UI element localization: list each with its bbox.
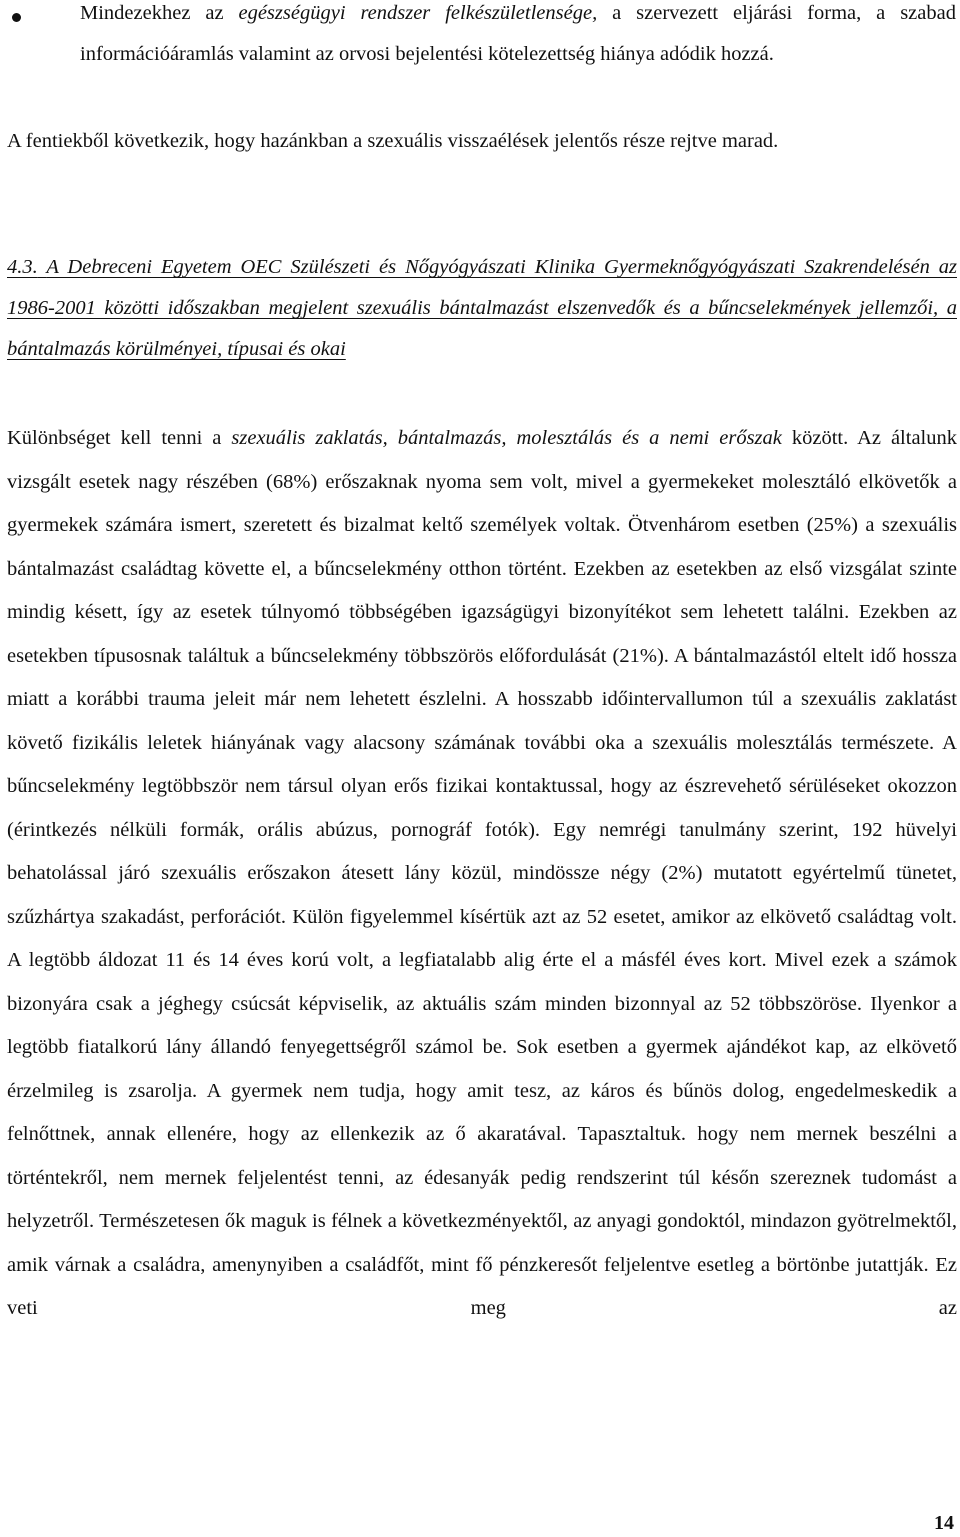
paragraph-lead-italic: szexuális zaklatás, bántalmazás, molesztálás és a nemi erőszak (231, 427, 782, 449)
section-number: 4.3. (7, 256, 38, 278)
paragraph-body: között. Az általunk vizsgált esetek nagy részében (68%) erőszaknak nyoma sem volt, mivel a gyermekeket molesztáló elkövetők a gyermekek számára ismert, szeretett és bizalmat keltő személyek voltak. Ötvenhárom esetben (25%) a szexuális bántalmazást családtag követte el, a bűncselekmény otthon történt. Ezekben az esetekben az első vizsgálat szinte mindig késett, így az esetek túlnyomó többségében igazságügyi bizonyítékot sem lehetett találni. Ezekben az esetekben típusosnak találtuk a bűncselekmény többszörös előfordulását (21%). A bántalmazástól eltelt idő hossza miatt a korábbi trauma jeleit már nem lehetett észlelni. A hosszabb időintervallumon túl a szexuális zaklatást követő fizikális leletek hiányának vagy alacsony számának további oka a szexuális molesztálás természete. A bűncselekmény legtöbbször nem társul olyan erős fizikai kontaktussal, hogy az észrevehető sérüléseket okozzon (érintkezés nélküli formák, orális abúzus, pornográf fotók). Egy nemrégi tanulmány szerint, 192 hüvelyi behatolással járó szexuális erőszakon átesett lány közül, mindössze négy (2%) mutatott egyértelmű tünetet, szűzhártya szakadást, perforációt. Külön figyelemmel kísértük azt az 52 esetet, amikor az elkövető családtag volt. A legtöbb áldozat 11 és 14 éves korú volt, a legfiatalabb alig érte el a másfél éves kort. Mivel ezek a számok bizonyára csak a jéghegy csúcsát képviselik, az aktuális szám minden bizonnyal az 52 többszöröse. Ilyenkor a legtöbb fiatalkorú lány állandó fenyegettségről számol be. Sok esetben a gyermek ajándékot kap, az elkövető érzelmileg is zsarolja. A gyermek nem tudja, hogy amit tesz, az káros és bűnös dolog, engedelmeskedik a felnőttnek, annak ellenére, hogy az ellenkezik az ő akaratával. Tapasztaltuk. hogy nem mernek beszélni a történtekről, nem mernek feljelentést tenni, az édesanyák pedig rendszerint túl későn szereznek tudomást a helyzetről. Természetesen ők maguk is félnek a következményektől, az anyagi gondoktól, mindazon gyötrelmektől, amik várnak a családra, amenynyiben a családfőt, mint fő pénzkeresőt feljelentve esetleg a börtönbe jutattják. Ez veti meg az (7, 427, 957, 1319)
bullet-paragraph (80, 0, 956, 75)
conclusion-sentence: A fentiekből következik, hogy hazánkban a szexuális visszaélések jelentős része rejtve marad. (7, 130, 779, 152)
bullet-text-post: a szervezett eljárási forma, a szabad információáramlás valamint az orvosi bejelentési kötelezettség hiánya adódik hozzá. (80, 2, 956, 65)
bullet-point-icon (12, 13, 21, 22)
section-title: A Debreceni Egyetem OEC Szülészeti és Nőgyógyászati Klinika Gyermeknőgyógyászati Szakrendelésén az 1986-2001 közötti időszakban megjelent szexuális bántalmazást elszenvedők és a bűncselekmények jellemzői, a bántalmazás körülményei, típusai és okai (7, 256, 957, 360)
bullet-text-italic: egészségügyi rendszer felkészületlensége, (238, 2, 598, 24)
bullet-text-pre: Mindezekhez az (80, 2, 239, 24)
page-number: 14 (934, 1512, 954, 1534)
body-paragraph (7, 417, 957, 1331)
section-heading (7, 247, 957, 370)
paragraph-lead: Különbséget kell tenni a (7, 427, 232, 449)
